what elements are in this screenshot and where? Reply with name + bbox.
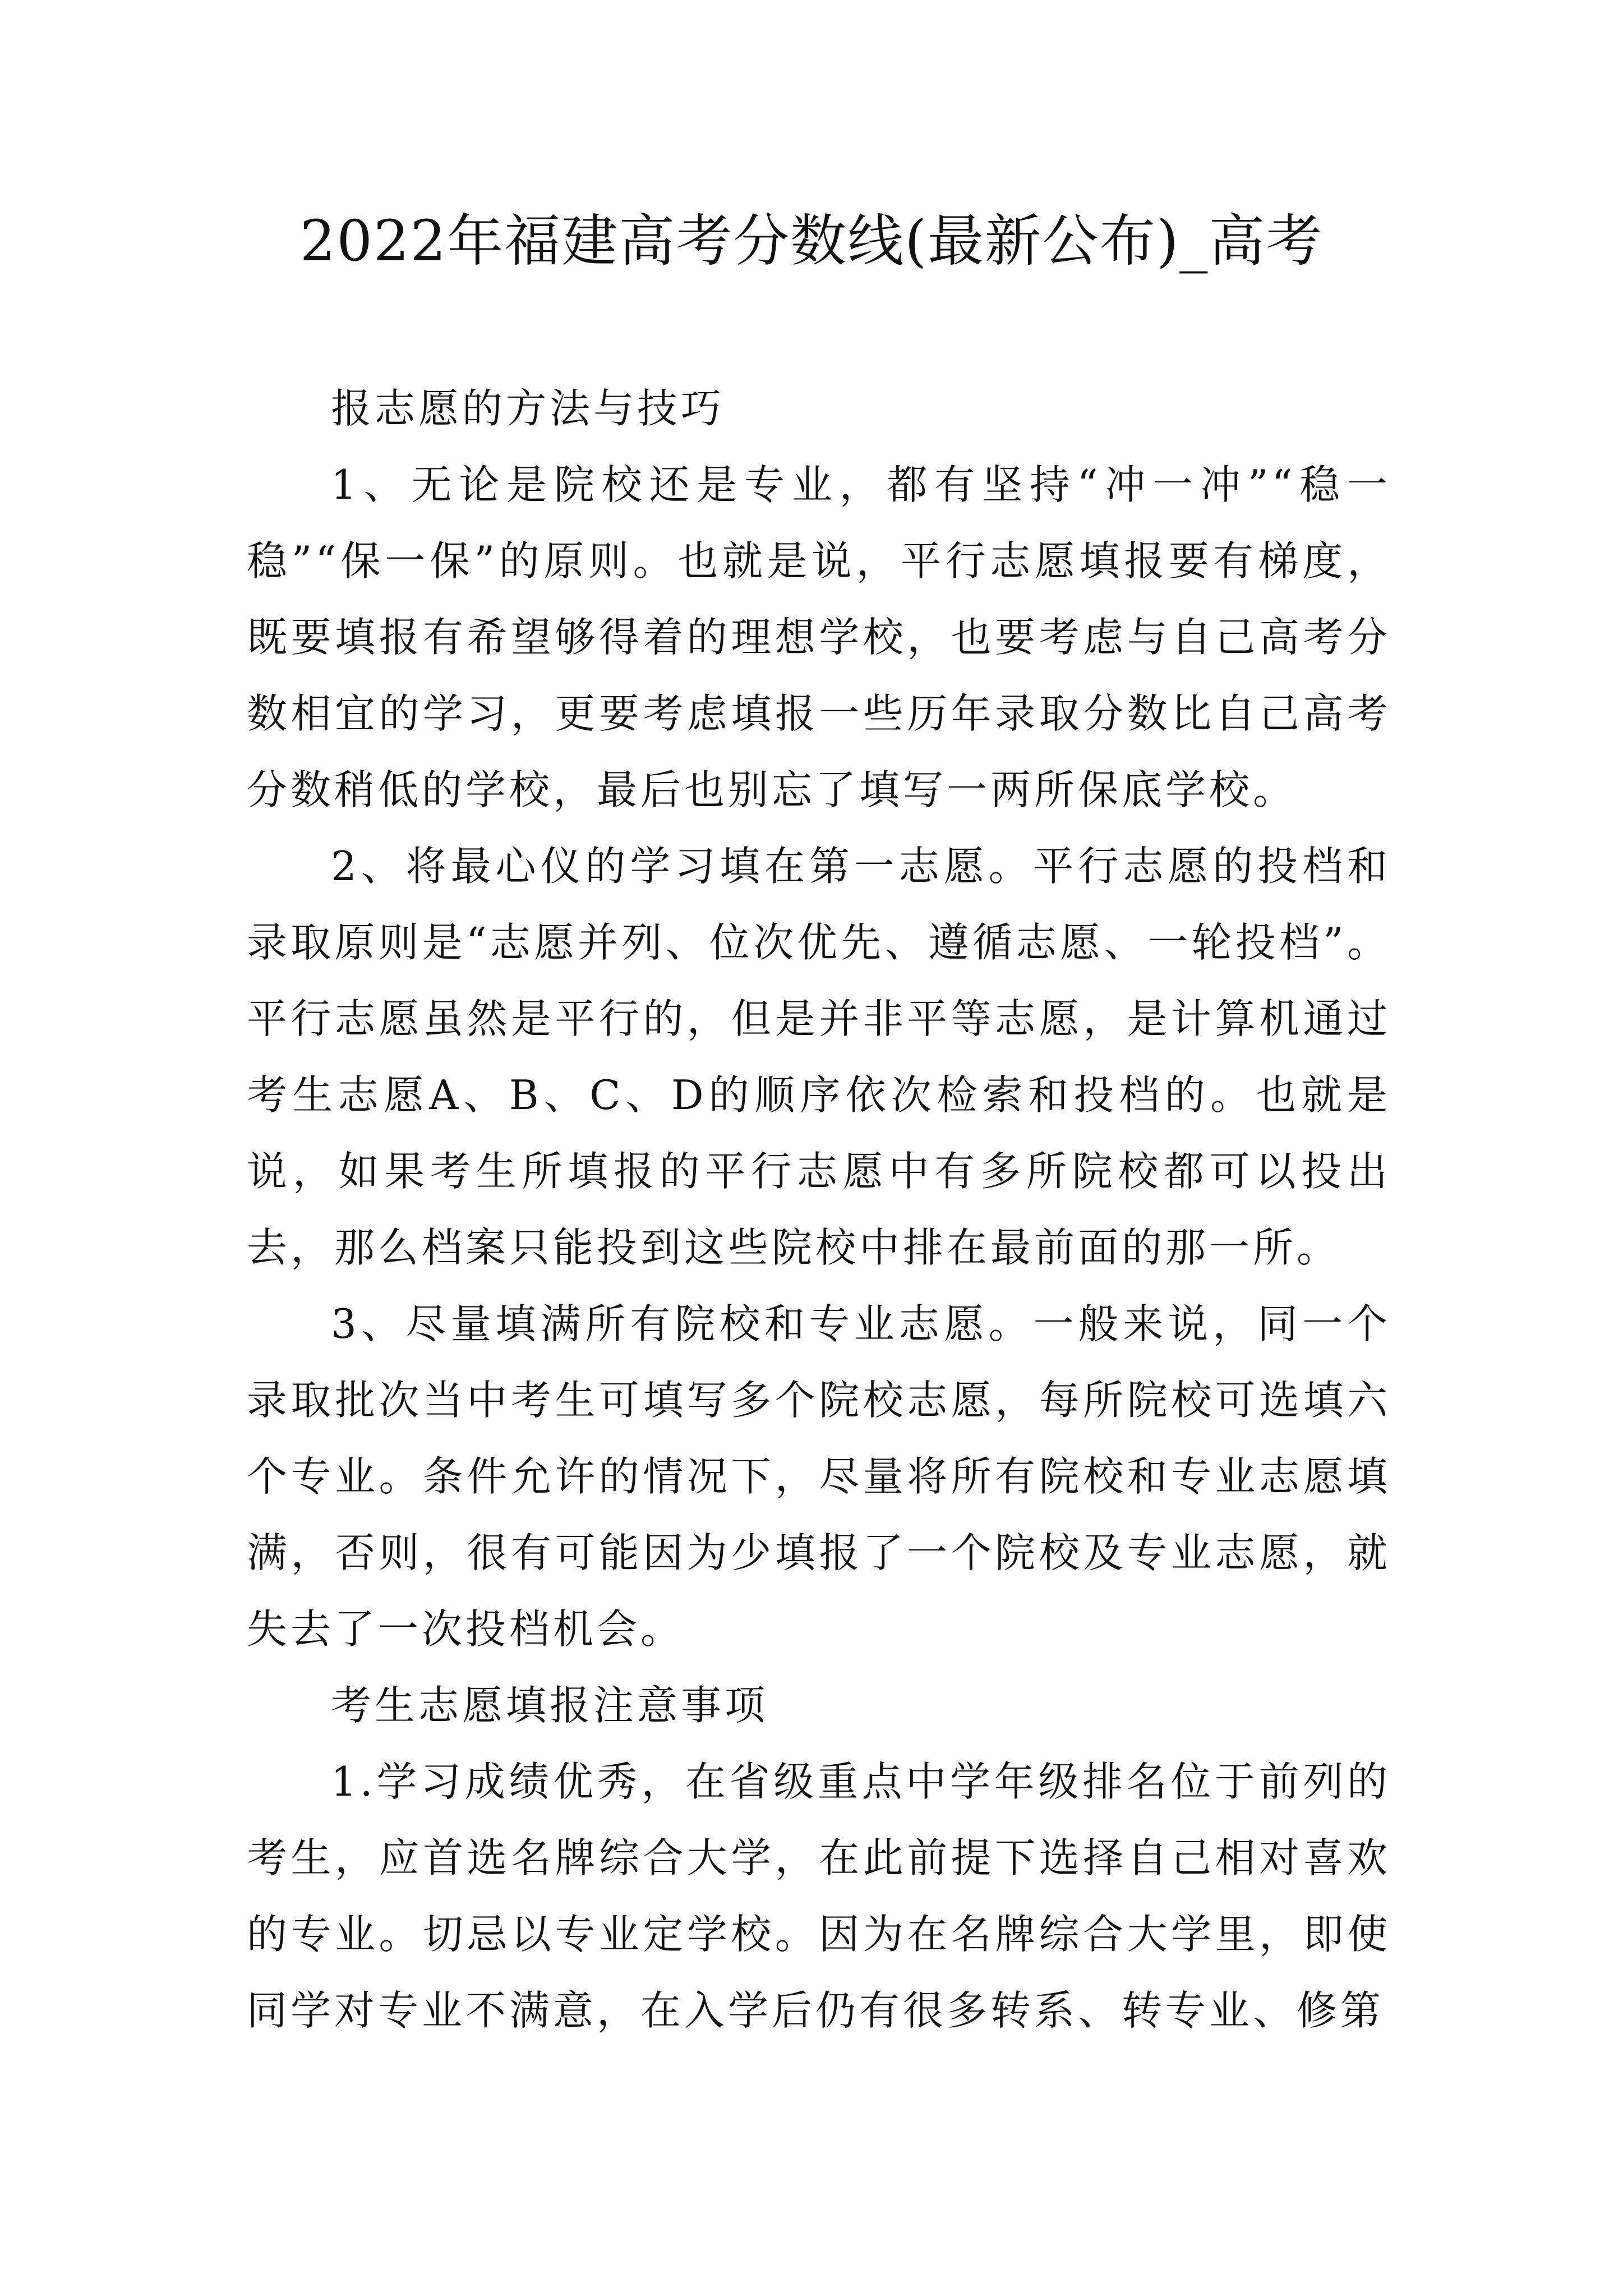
paragraph-2: 2、将最心仪的学习填在第一志愿。平行志愿的投档和录取原则是“志愿并列、位次优先、遵循志愿、一轮投档”。平行志愿虽然是平行的，但是并非平等志愿，是计算机通过考生志愿A、B、C、D的顺序依次检索和投档的。也就是说，如果考生所填报的平行志愿中有多所院校都可以投出去，那么档案只能投到这些院校中排在最前面的那一所。 bbox=[247, 843, 1391, 1271]
paragraph-3: 3、尽量填满所有院校和专业志愿。一般来说，同一个录取批次当中考生可填写多个院校志愿，每所院校可选填六个专业。条件允许的情况下，尽量将所有院校和专业志愿填满，否则，很有可能因为少填报了一个院校及专业志愿，就失去了一次投档机会。 bbox=[247, 1300, 1391, 1653]
section-heading-notes: 考生志愿填报注意事项 bbox=[331, 1682, 769, 1729]
document-title: 2022年福建高考分数线(最新公布)_高考 bbox=[299, 208, 1324, 274]
document-body bbox=[247, 370, 1391, 2049]
paragraph-4: 1.学习成绩优秀，在省级重点中学年级排名位于前列的考生，应首选名牌综合大学，在此前提下选择自己相对喜欢的专业。切忌以专业定学校。因为在名牌综合大学里，即使同学对专业不满意，在入学后仍有很多转系、转专业、修第 bbox=[247, 1758, 1391, 2034]
section-heading-methods: 报志愿的方法与技巧 bbox=[331, 385, 725, 432]
paragraph-1: 1、无论是院校还是专业，都有坚持“冲一冲”“稳一稳”“保一保”的原则。也就是说，平行志愿填报要有梯度，既要填报有希望够得着的理想学校，也要考虑与自己高考分数相宜的学习，更要考虑填报一些历年录取分数比自己高考分数稍低的学校，最后也别忘了填写一两所保底学校。 bbox=[247, 461, 1391, 813]
